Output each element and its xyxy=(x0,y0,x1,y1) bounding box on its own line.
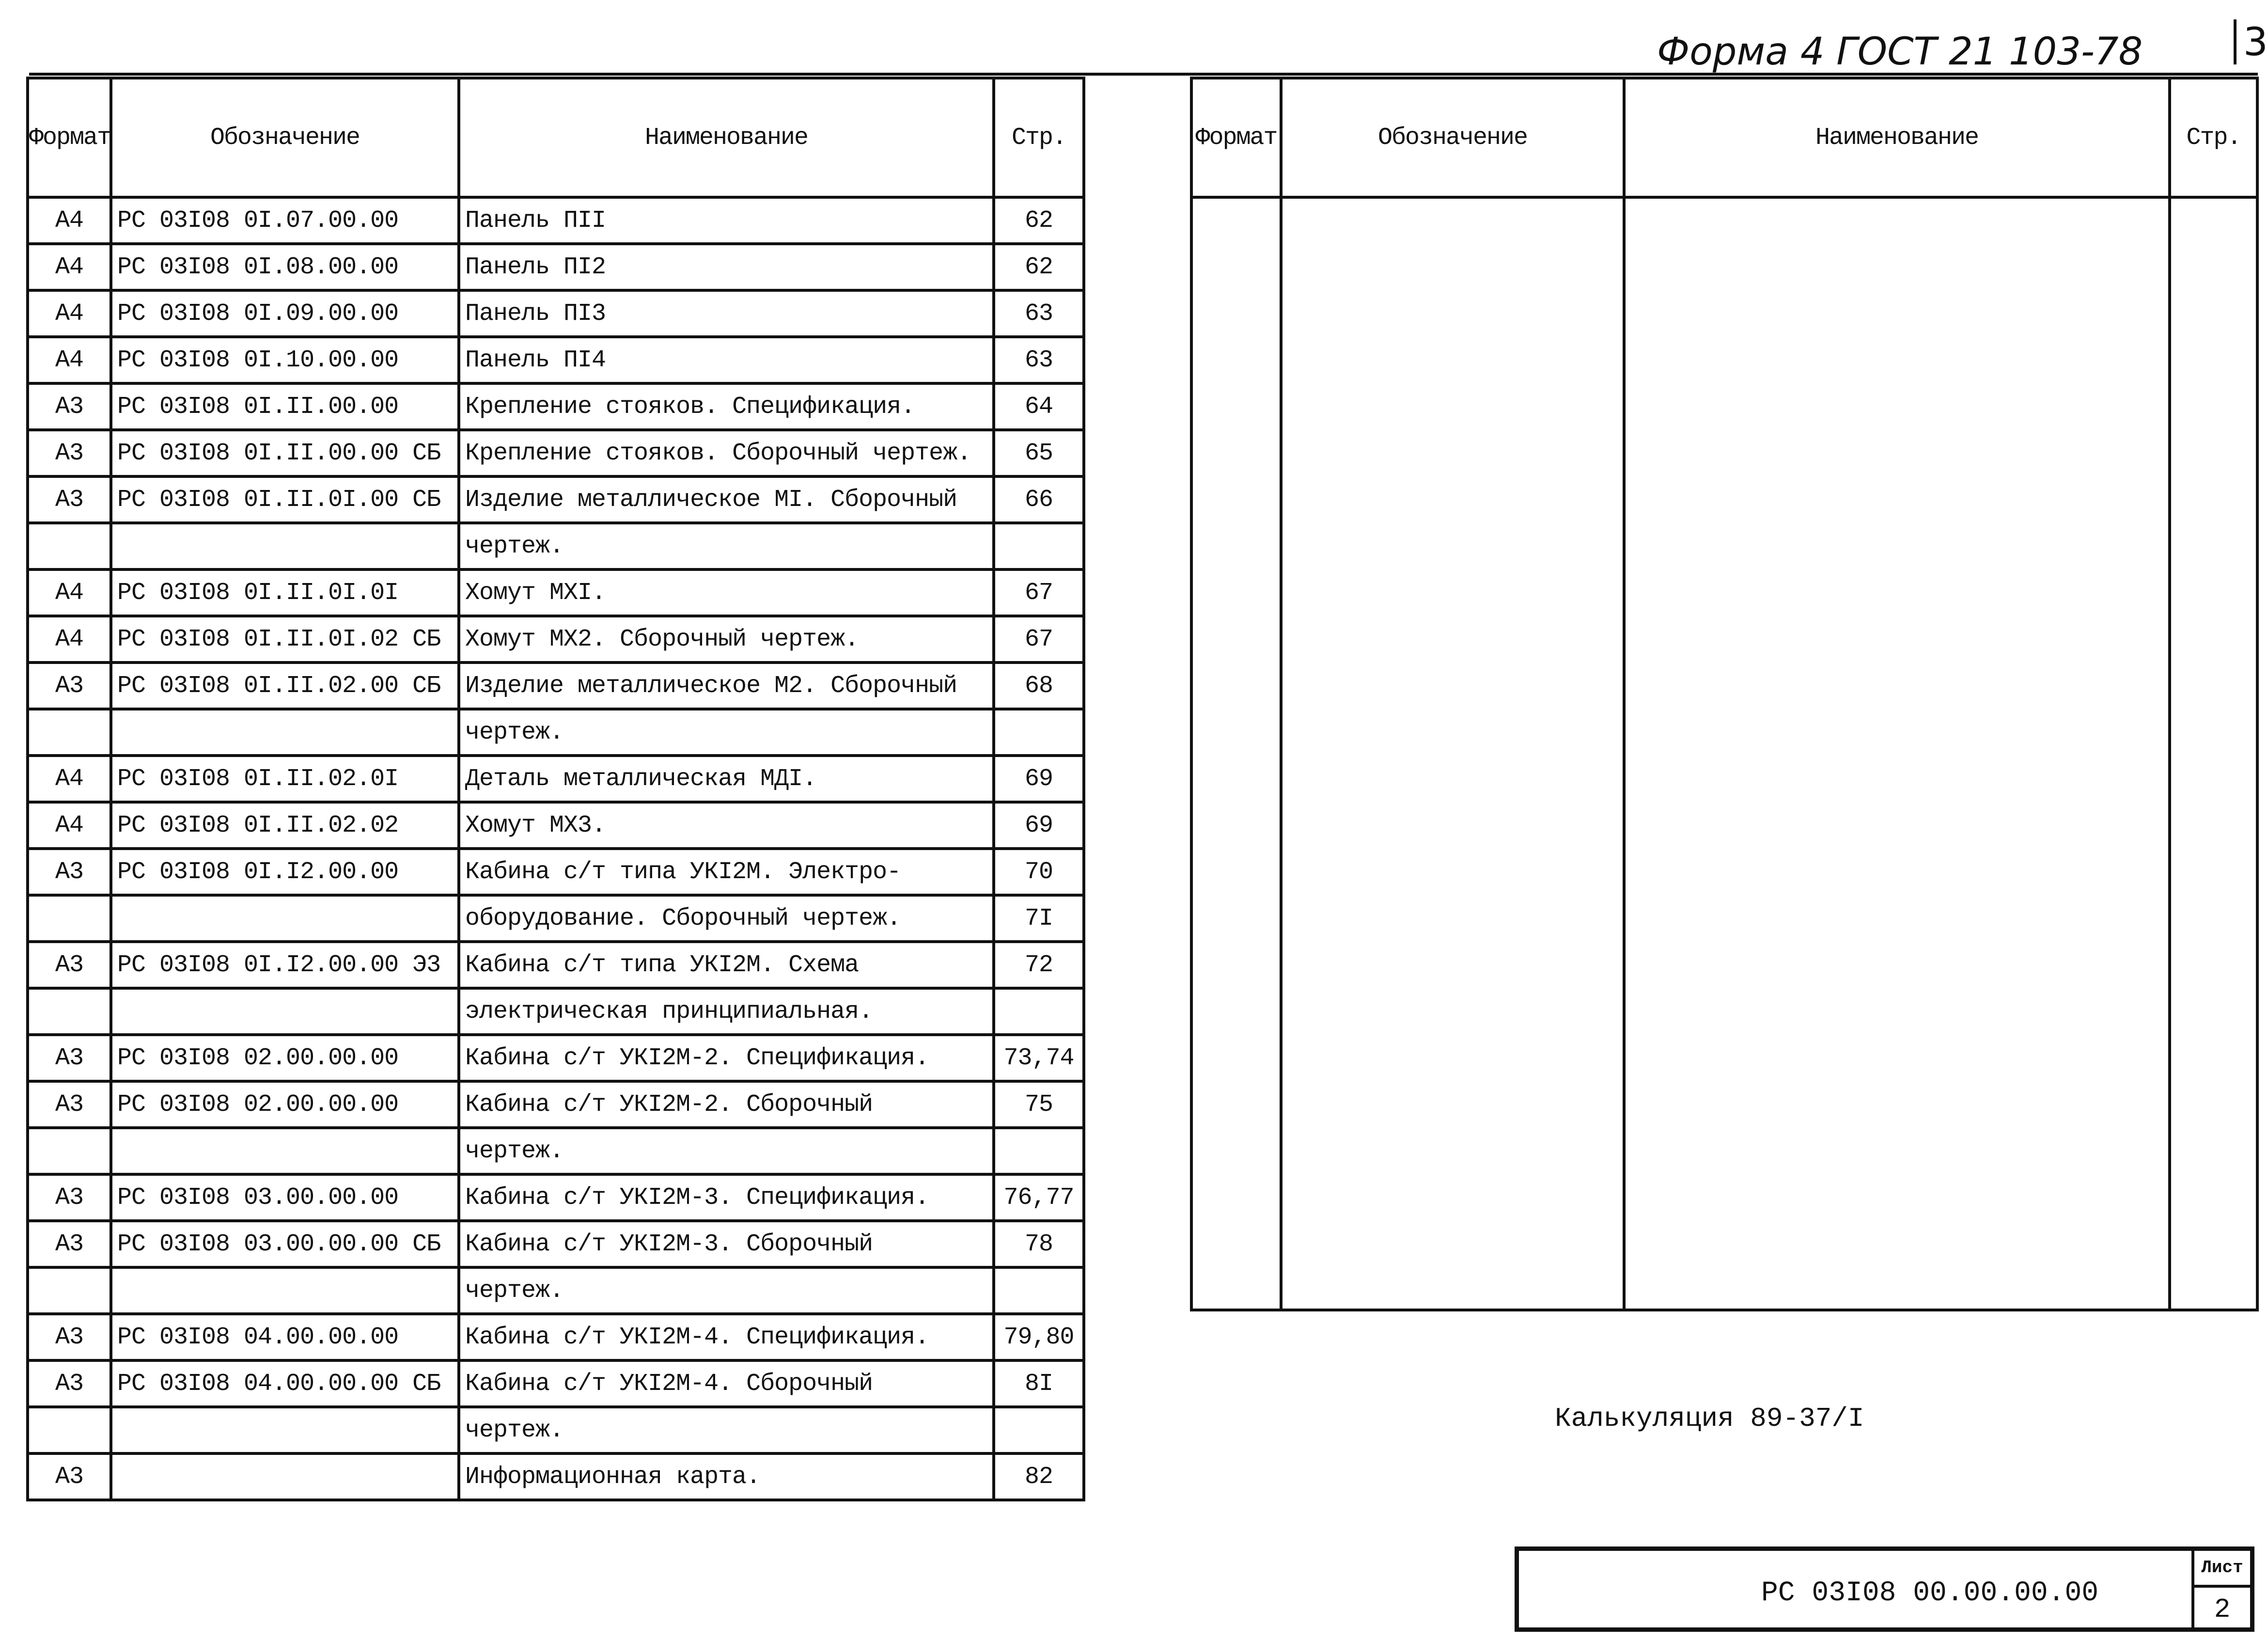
row-format xyxy=(28,1267,111,1314)
row-name: Кабина с/т УКI2М-4. Спецификация. xyxy=(459,1314,994,1360)
table-row xyxy=(28,988,1084,1035)
row-name: Кабина с/т УКI2М-3. Спецификация. xyxy=(459,1174,994,1221)
row-name: чертеж. xyxy=(459,709,994,756)
row-name: оборудование. Сборочный чертеж. xyxy=(459,895,994,942)
row-name: Хомут МХI. xyxy=(459,569,994,616)
row-format xyxy=(28,1128,111,1174)
row-name: Крепление стояков. Спецификация. xyxy=(459,383,994,430)
row-name: чертеж. xyxy=(459,523,994,569)
row-designation: РС 03I08 0I.II.0I.00 СБ xyxy=(111,476,459,523)
table-row xyxy=(28,197,1084,244)
table-row xyxy=(28,1035,1084,1081)
row-page: 69 xyxy=(994,802,1084,849)
row-page: 62 xyxy=(994,244,1084,290)
row-designation: РС 03I08 0I.II.02.0I xyxy=(111,756,459,802)
row-page: 75 xyxy=(994,1081,1084,1128)
row-name: Панель ПII xyxy=(459,197,994,244)
table-row xyxy=(28,383,1084,430)
row-page xyxy=(994,1128,1084,1174)
sheet-label: Лист xyxy=(2194,1551,2250,1588)
row-format: A3 xyxy=(28,383,111,430)
table-row xyxy=(28,849,1084,895)
table-row xyxy=(28,1267,1084,1314)
row-name: Кабина с/т УКI2М-3. Сборочный xyxy=(459,1221,994,1267)
table-row xyxy=(28,709,1084,756)
row-designation: РС 03I08 0I.09.00.00 xyxy=(111,290,459,337)
table-row xyxy=(28,895,1084,942)
row-page: 70 xyxy=(994,849,1084,895)
row-name: чертеж. xyxy=(459,1267,994,1314)
row-name: Хомут МХ3. xyxy=(459,802,994,849)
row-format: A3 xyxy=(28,1221,111,1267)
table-row xyxy=(28,1174,1084,1221)
row-page: 66 xyxy=(994,476,1084,523)
row-designation: РС 03I08 0I.I2.00.00 xyxy=(111,849,459,895)
row-name: Кабина с/т УКI2М-2. Сборочный xyxy=(459,1081,994,1128)
sheet-cell xyxy=(2191,1551,2250,1627)
table-row xyxy=(28,244,1084,290)
row-format: A3 xyxy=(28,663,111,709)
table-header xyxy=(28,78,1084,197)
header-format: Формат xyxy=(28,78,111,197)
row-designation xyxy=(111,523,459,569)
row-designation xyxy=(111,988,459,1035)
row-name: Панель ПI3 xyxy=(459,290,994,337)
table-row xyxy=(28,523,1084,569)
row-name: чертеж. xyxy=(459,1128,994,1174)
table-row xyxy=(28,1081,1084,1128)
row-format xyxy=(28,1407,111,1453)
table-row xyxy=(28,476,1084,523)
row-page: 73,74 xyxy=(994,1035,1084,1081)
calculation-note: Калькуляция 89-37/I xyxy=(1555,1403,1864,1434)
row-format: A4 xyxy=(28,569,111,616)
table-row xyxy=(28,337,1084,383)
table-row xyxy=(28,569,1084,616)
table-row xyxy=(28,802,1084,849)
row-format: A3 xyxy=(28,1453,111,1500)
row-designation: РС 03I08 0I.07.00.00 xyxy=(111,197,459,244)
row-page: 76,77 xyxy=(994,1174,1084,1221)
row-format: A4 xyxy=(28,337,111,383)
row-page: 67 xyxy=(994,569,1084,616)
table-row xyxy=(28,1128,1084,1174)
frame-top-line xyxy=(29,73,2258,76)
row-designation: РС 03I08 0I.10.00.00 xyxy=(111,337,459,383)
row-page: 67 xyxy=(994,616,1084,663)
row-page: 63 xyxy=(994,290,1084,337)
row-format: A3 xyxy=(28,1314,111,1360)
row-format: A3 xyxy=(28,1360,111,1407)
row-designation: РС 03I08 0I.II.02.02 xyxy=(111,802,459,849)
row-name: Изделие металлическое МI. Сборочный xyxy=(459,476,994,523)
row-page: 72 xyxy=(994,942,1084,988)
row-name: Деталь металлическая МДI. xyxy=(459,756,994,802)
table-row xyxy=(28,1407,1084,1453)
row-designation: РС 03I08 0I.I2.00.00 Э3 xyxy=(111,942,459,988)
row-name: Панель ПI4 xyxy=(459,337,994,383)
table-row xyxy=(28,290,1084,337)
row-name: Хомут МХ2. Сборочный чертеж. xyxy=(459,616,994,663)
table-row xyxy=(28,1360,1084,1407)
row-designation: РС 03I08 04.00.00.00 СБ xyxy=(111,1360,459,1407)
row-name: электрическая принципиальная. xyxy=(459,988,994,1035)
sheet-number: 2 xyxy=(2214,1594,2231,1625)
row-format: A3 xyxy=(28,942,111,988)
table-row xyxy=(28,1453,1084,1500)
row-designation xyxy=(111,1267,459,1314)
row-format xyxy=(28,709,111,756)
row-format: A3 xyxy=(28,476,111,523)
row-name: Кабина с/т типа УКI2М. Электро- xyxy=(459,849,994,895)
table-header xyxy=(1191,78,2257,197)
row-page: 69 xyxy=(994,756,1084,802)
contents-table-left xyxy=(26,77,1085,1501)
row-format: A3 xyxy=(28,849,111,895)
row-format xyxy=(28,523,111,569)
row-page: 8I xyxy=(994,1360,1084,1407)
row-designation xyxy=(111,1453,459,1500)
row-format xyxy=(28,988,111,1035)
row-name: Кабина с/т типа УКI2М. Схема xyxy=(459,942,994,988)
row-name: Панель ПI2 xyxy=(459,244,994,290)
row-designation: РС 03I08 04.00.00.00 xyxy=(111,1314,459,1360)
header-page: Стр. xyxy=(994,78,1084,197)
row-page xyxy=(994,523,1084,569)
document-code: РС 03I08 00.00.00.00 xyxy=(1761,1578,2099,1609)
sheet-corner-number: 3 xyxy=(2234,19,2268,64)
row-designation xyxy=(111,1128,459,1174)
header-format: Формат xyxy=(1191,78,1281,197)
row-format: A3 xyxy=(28,430,111,476)
row-designation: РС 03I08 0I.II.02.00 СБ xyxy=(111,663,459,709)
row-designation xyxy=(111,709,459,756)
table-row xyxy=(28,616,1084,663)
header-designation: Обозначение xyxy=(111,78,459,197)
header-page: Стр. xyxy=(2170,78,2257,197)
row-name: чертеж. xyxy=(459,1407,994,1453)
row-format: A4 xyxy=(28,616,111,663)
header-name: Наименование xyxy=(459,78,994,197)
row-format: A4 xyxy=(28,802,111,849)
row-format: A4 xyxy=(28,197,111,244)
row-name: Крепление стояков. Сборочный чертеж. xyxy=(459,430,994,476)
table-row xyxy=(28,756,1084,802)
header-name: Наименование xyxy=(1624,78,2170,197)
row-designation: РС 03I08 0I.II.0I.02 СБ xyxy=(111,616,459,663)
row-page xyxy=(994,1267,1084,1314)
row-page: 7I xyxy=(994,895,1084,942)
row-name: Кабина с/т УКI2М-4. Сборочный xyxy=(459,1360,994,1407)
table-row xyxy=(28,942,1084,988)
row-page: 63 xyxy=(994,337,1084,383)
row-page: 65 xyxy=(994,430,1084,476)
row-page xyxy=(994,709,1084,756)
row-page: 68 xyxy=(994,663,1084,709)
row-page: 82 xyxy=(994,1453,1084,1500)
table-row xyxy=(28,1314,1084,1360)
title-block xyxy=(1515,1546,2254,1632)
header-designation: Обозначение xyxy=(1281,78,1624,197)
table-row xyxy=(28,1221,1084,1267)
row-page xyxy=(994,1407,1084,1453)
row-page: 64 xyxy=(994,383,1084,430)
row-designation: РС 03I08 03.00.00.00 СБ xyxy=(111,1221,459,1267)
row-name: Кабина с/т УКI2М-2. Спецификация. xyxy=(459,1035,994,1081)
table-row xyxy=(28,663,1084,709)
row-designation: РС 03I08 0I.II.00.00 xyxy=(111,383,459,430)
row-page: 78 xyxy=(994,1221,1084,1267)
row-designation: РС 03I08 03.00.00.00 xyxy=(111,1174,459,1221)
row-format: A4 xyxy=(28,756,111,802)
row-designation: РС 03I08 02.00.00.00 xyxy=(111,1081,459,1128)
row-designation: РС 03I08 0I.II.00.00 СБ xyxy=(111,430,459,476)
row-format: A4 xyxy=(28,290,111,337)
contents-table-right xyxy=(1190,77,2259,1311)
row-designation: РС 03I08 02.00.00.00 xyxy=(111,1035,459,1081)
row-designation: РС 03I08 0I.08.00.00 xyxy=(111,244,459,290)
row-name: Изделие металлическое М2. Сборочный xyxy=(459,663,994,709)
row-name: Информационная карта. xyxy=(459,1453,994,1500)
row-page: 79,80 xyxy=(994,1314,1084,1360)
row-page xyxy=(994,988,1084,1035)
row-designation: РС 03I08 0I.II.0I.0I xyxy=(111,569,459,616)
row-designation xyxy=(111,895,459,942)
row-page: 62 xyxy=(994,197,1084,244)
row-format xyxy=(28,895,111,942)
table-row xyxy=(28,430,1084,476)
row-format: A3 xyxy=(28,1035,111,1081)
row-format: A3 xyxy=(28,1081,111,1128)
empty-table-body xyxy=(1191,197,2257,1310)
form-title: Форма 4 ГОСТ 21 103-78 xyxy=(1657,30,2143,74)
row-designation xyxy=(111,1407,459,1453)
row-format: A4 xyxy=(28,244,111,290)
row-format: A3 xyxy=(28,1174,111,1221)
